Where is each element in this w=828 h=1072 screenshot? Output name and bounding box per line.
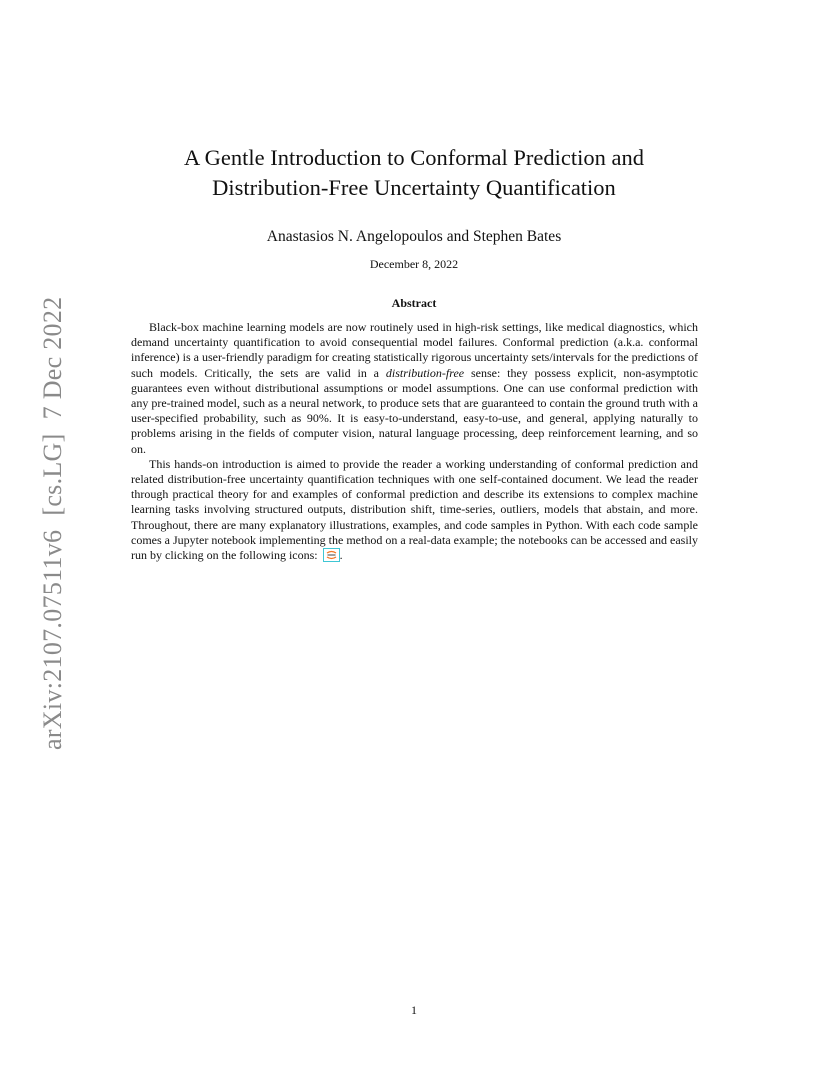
title-line-2: Distribution-Free Uncertainty Quantification: [212, 175, 616, 200]
abstract-heading: Abstract: [391, 296, 437, 310]
arxiv-identifier-stamp: [38, 297, 68, 750]
abstract-paragraph-2: This hands-on introduction is aimed to provide the reader a working understanding of conformal prediction and related distribution-free uncertainty quantification techniques with one self-contained document. We lead the reader through practical theory for and examples of conformal prediction and describe its extensions to complex machine learning tasks involving structured outputs, distribution shift, time-series, outliers, models that abstain, and more. Throughout, there are many explanatory illustrations, examples, and code samples in Python. With each code sample comes a Jupyter notebook implementing the method on a real-data example; the notebooks can be accessed and easily run by clicking on the following icons: .: [131, 456, 698, 563]
abstract-paragraph-1: Black-box machine learning models are now routinely used in high-risk settings, like medical diagnostics, which demand uncertainty quantification to avoid consequential model failures. Conformal prediction (a.k.a. conformal inference) is a user-friendly paradigm for creating statistically rigorous uncertainty sets/intervals for the predictions of such models. Critically, the sets are valid in a distribution-free sense: they possess explicit, non-asymptotic guarantees even without distributional assumptions or model assumptions. One can use conformal prediction with any pre-trained model, such as a neural network, to produce sets that are guaranteed to contain the ground truth with a user-specified probability, such as 90%. It is easy-to-understand, easy-to-use, and general, applying naturally to problems arising in the fields of computer vision, natural language processing, deep reinforcement learning, and so on.: [131, 320, 699, 456]
title-line-1: A Gentle Introduction to Conformal Prediction and: [184, 145, 644, 170]
paper-title: [0, 143, 828, 203]
emphasis-distribution-free: distribution-free: [385, 365, 465, 380]
page-number: 1: [411, 1003, 417, 1017]
abstract-body: [131, 320, 698, 563]
arxiv-date: 7 Dec 2022: [38, 296, 67, 420]
jupyter-notebook-icon[interactable]: [323, 548, 340, 562]
arxiv-category: [cs.LG]: [38, 433, 67, 516]
arxiv-id: arXiv:2107.07511v6: [38, 529, 67, 750]
authors: Anastasios N. Angelopoulos and Stephen Bates: [266, 228, 562, 245]
publication-date: December 8, 2022: [369, 257, 459, 271]
